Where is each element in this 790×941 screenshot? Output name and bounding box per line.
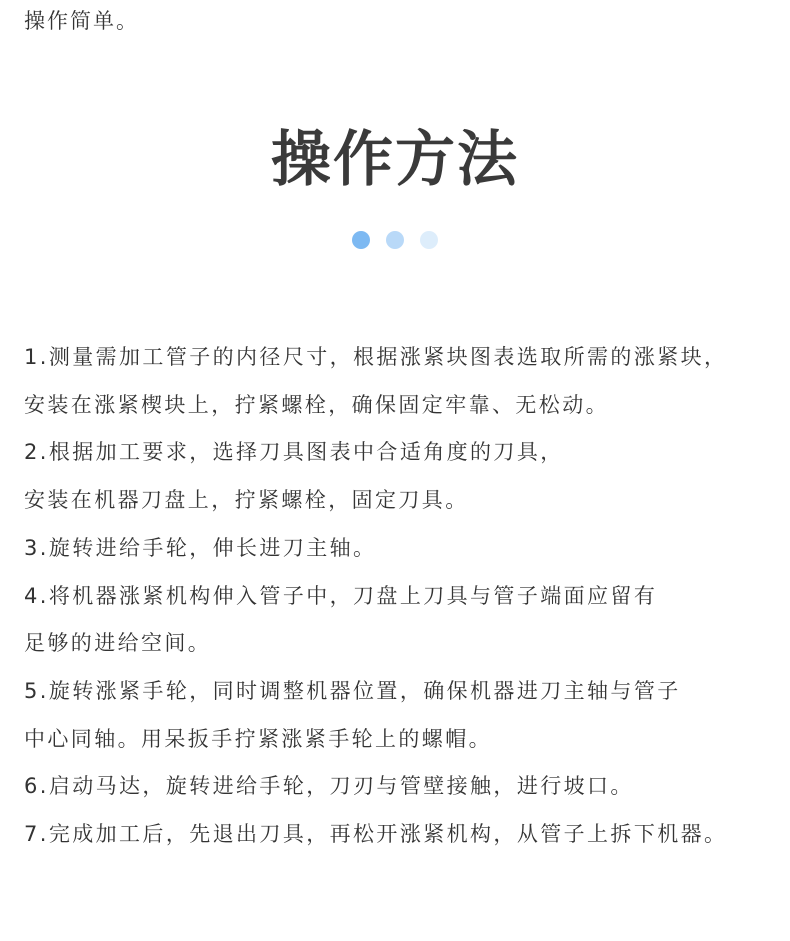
step-line: 4.将机器涨紧机构伸入管子中，刀盘上刀具与管子端面应留有: [24, 583, 658, 608]
intro-text: 操作简单。: [24, 9, 139, 33]
step-line: 3.旋转进给手轮，伸长进刀主轴。: [24, 535, 377, 560]
step-line: 中心同轴。用呆扳手拧紧涨紧手轮上的螺帽。: [24, 726, 492, 751]
step-line: 2.根据加工要求，选择刀具图表中合适角度的刀具，: [24, 440, 564, 465]
step-line: 6.启动马达，旋转进给手轮，刀刃与管壁接触，进行坡口。: [24, 774, 634, 799]
operation-steps: [24, 334, 790, 859]
section-title: 操作方法: [271, 125, 519, 195]
title-decoration-dots: [0, 231, 790, 249]
decoration-dot-3: [420, 231, 438, 249]
step-line: 1.测量需加工管子的内径尺寸，根据涨紧块图表选取所需的涨紧块，: [24, 345, 728, 369]
step-line: 安装在涨紧楔块上，拧紧螺栓，确保固定牢靠、无松动。: [24, 392, 609, 417]
step-line: 5.旋转涨紧手轮，同时调整机器位置，确保机器进刀主轴与管子: [24, 678, 681, 703]
decoration-dot-2: [386, 231, 404, 249]
decoration-dot-1: [352, 231, 370, 249]
step-line: 足够的进给空间。: [24, 631, 212, 656]
step-line: 安装在机器刀盘上，拧紧螺栓，固定刀具。: [24, 488, 469, 513]
step-line: 7.完成加工后，先退出刀具，再松开涨紧机构，从管子上拆下机器。: [24, 822, 728, 847]
